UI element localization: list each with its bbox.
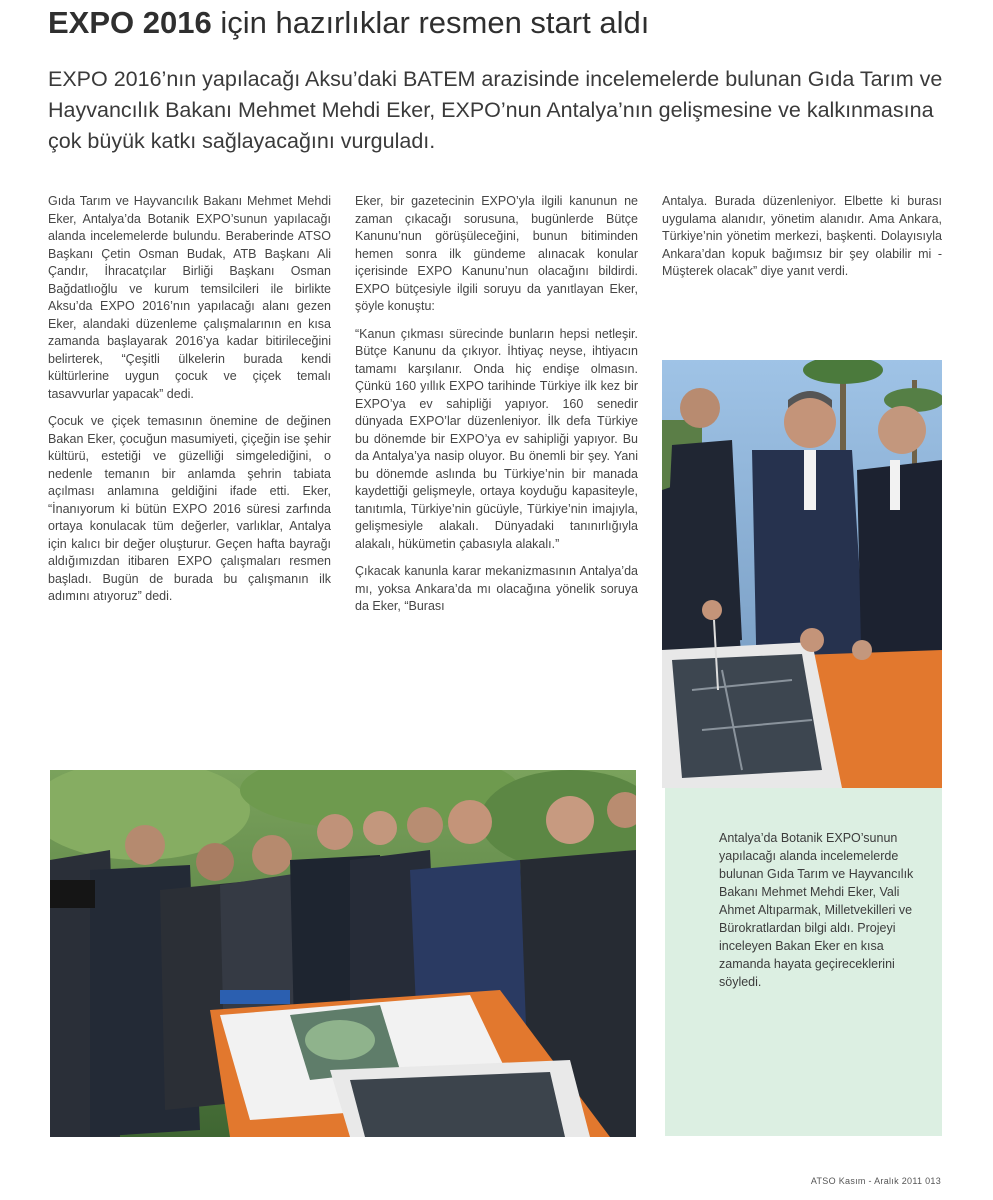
photo-caption: Antalya’da Botanik EXPO’sunun yapılacağı alanda incelemelerde bulunan Gıda Tarım ve Hayvancılık Bakanı Mehmet Mehdi Eker, Vali Ahmet Altıparmak, Milletvekilleri ve Bürokratlardan bilgi aldı. Projeyi inceleyen Bakan Eker en kısa zamanda hayata geçireceklerini söyledi.: [665, 788, 942, 1136]
article-lead: EXPO 2016’nın yapılacağı Aksu’daki BATEM arazisinde incelemelerde bulunan Gıda Tarım ve Hayvancılık Bakanı Mehmet Mehdi Eker, EXPO’nun Antalya’nın gelişmesine ve kalkınmasına çok büyük katkı sağlayacağını vurguladı.: [48, 67, 943, 153]
photo-minister-pointing-at-map: [662, 360, 942, 788]
page-footer: ATSO Kasım - Aralık 2011 013: [810, 1176, 941, 1186]
article-title-rest: için hazırlıklar resmen start aldı: [211, 5, 650, 40]
article-column-2: [355, 193, 638, 626]
article-title: [48, 2, 948, 44]
paragraph: “Kanun çıkması sürecinde bunların hepsi netleşir. Bütçe Kanunu da çıkıyor. İhtiyaç neyse, ihtiyacın tamamı karşılanır. Onda hiç endişe olmasın. Çünkü 160 yıllık EXPO tarihinde Türkiye ilk kez bir EXPO’ya ev sahipliği yapıyor. 160 senedir dünyada EXPO’lar düzenleniyor. İlk defa Türkiye bu dönemde bir EXPO’ya ev sahipliği yapıyor. Bu da Antalya’ya nasip oluyor. Bu önemli bir şey. Yani bu dönemde aslında bu Türkiye’nin bir manada kaydettiği gelişmeyle, ortaya koyduğu kapasiteyle, tanıtımla, Türkiye’nin gücüyle, Türkiye’nin imajıyla, gelişmesiyle alakalı. Dünyadaki tanınırlığıyla alakalı, hükümetin çabasıyla alakalı.”: [355, 326, 638, 551]
paragraph: Çocuk ve çiçek temasının önemine de değinen Bakan Eker, çocuğun masumiyeti, çiçeğin ise şehir kültürü, estetiği ve güzelliği simgelediğini, o nedenle temanın bir anlamda şehrin tabiata açılması anlamına geldiğini ifade etti. Eker, “İnanıyorum ki bütün EXPO 2016 süresi zarfında ortaya konulacak tüm değerler, varlıklar, Antalya için kalıcı bir değer oluşturur. Geçen hafta bayrağı aldığımızdan itibaren EXPO çalışmaları resmen başladı. Bugün de burada bu çalışmanın ilk adımını atıyoruz” dedi.: [48, 414, 331, 603]
article-column-1: [48, 193, 331, 616]
photo-group-inspecting-plans: [50, 770, 636, 1137]
article-column-3: [662, 193, 942, 291]
paragraph: Eker, bir gazetecinin EXPO’yla ilgili kanunun ne zaman çıkacağı sorusuna, bugünlerde Bütçe Kanunu’nun görüşüleceğini, bunun bitiminden hemen sonra ilk gündeme alınacak konular içerisinde EXPO Kanunu’nun olacağını bildirdi. EXPO bütçesiyle ilgili soruyu da yanıtlayan Eker, şöyle konuştu:: [355, 194, 638, 313]
paragraph: Antalya. Burada düzenleniyor. Elbette ki burası uygulama alanıdır, yönetim alanıdır. Ama Ankara, Türkiye’nin yönetim merkezi, başkenti. Dolayısıyla Ankara’dan kopuk bağımsız bir şey olabilir mi - Müşterek olacak” diye yanıt verdi.: [662, 194, 942, 278]
article-title-strong: EXPO 2016: [48, 5, 212, 40]
paragraph: Gıda Tarım ve Hayvancılık Bakanı Mehmet Mehdi Eker, Antalya’da Botanik EXPO’sunun yapılacağı alanda incelemelerde bulundu. Beraberinde ATSO Başkanı Çetin Osman Budak, ATB Başkanı Ali Çandır, İhracatçılar Birliği Başkanı Osman Bağdatlıoğlu ve kurum temsilcileri ile birlikte Aksu’da EXPO 2016’nın yapılacağı alanı gezen Eker, alandaki düzenleme çalışmalarının en kısa zamanda başlayarak 2016’ya kadar bitirileceğini belirterek, “Çeşitli ülkelerin burada kendi kültürlerine uygun çocuk ve çiçek temalı tasavvurlar yapacak” dedi.: [48, 194, 331, 401]
paragraph: Çıkacak kanunla karar mekanizmasının Antalya’da mı, yoksa Ankara’da mı olacağına yönelik soruya da Eker, “Burası: [355, 564, 638, 613]
